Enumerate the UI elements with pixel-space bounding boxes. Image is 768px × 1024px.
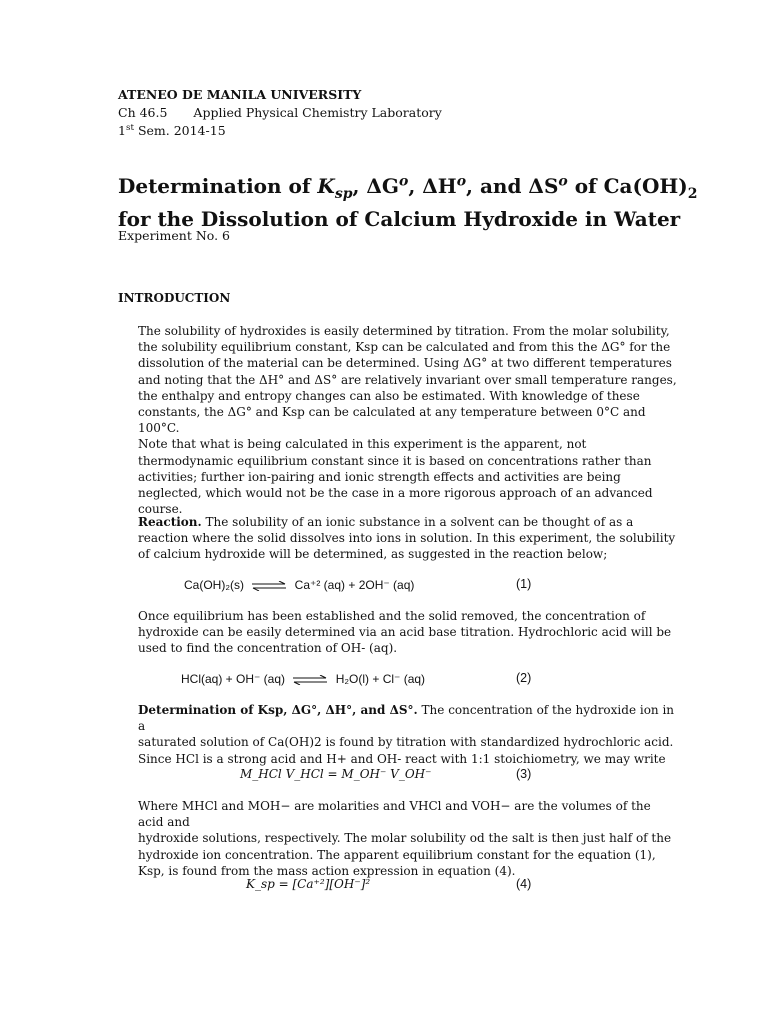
equation-1-number: (1) [516,577,532,591]
title-line-1: Determination of $K_{sp}$, $\Delta G^o$, $\Delta H^o$, and $\Delta S^o$ of $Ca(OH)_2$ [118,173,698,202]
document-title [118,170,697,236]
course-name: Applied Physical Chemistry Laboratory [193,105,442,120]
reaction-paragraph: Reaction. The solubility of an ionic substance in a solvent can be thought of as a reaction where the solid dissolves into ions in solution. In this experiment, the solubility of calcium hydroxide will be determined, as suggested in the reaction below; [138,515,676,562]
equation-3-number: (3) [516,767,532,781]
equation-3: M_HCl V_HCl = M_OH⁻ V_OH⁻ [240,767,432,781]
equation-2: HCl(aq) + OH⁻ (aq) H₂O(l) + Cl⁻ (aq) [181,672,426,686]
title-line-2: for the Dissolution of Calcium Hydroxide in Water [118,207,681,231]
where-paragraph: Where MHCl and MOH− are molarities and VHCl and VOH− are the volumes of the acid and hydroxide solutions, respectively. The molar solubility od the salt is then just half of the hydroxide ion concentration. The apparent equilibrium constant for the equation (1), Ksp, is found from the mass action expression in equation (4). [138,799,672,878]
intro-paragraph: The solubility of hydroxides is easily determined by titration. From the molar solubility, the solubility equilibrium constant, Ksp can be calculated and from this the ΔG° for the dissolution of the material can be determined. Using ΔG° at two different temperatures and noting that the ΔH° and ΔS° are relatively invariant over small temperature ranges, the enthalpy and entropy changes can also be estimated. With knowledge of these constants, the ΔG° and Ksp can be calculated at any temperature between 0°C and 100°C. Note that what is being calculated in this experiment is the apparent, not thermodynamic equilibrium constant since it is based on concentrations rather than activities; further ion-pairing and ionic strength effects and activities are being neglected, which would not be the case in a more rigorous approach of an advanced course. [138,324,677,517]
course-line [118,104,442,122]
titration-paragraph: Once equilibrium has been established and the solid removed, the concentration of hydroxide can be easily determined via an acid base titration. Hydrochloric acid will be used to find the concentration of OH- (aq). [138,609,672,656]
section-introduction: INTRODUCTION [118,291,231,305]
equation-4: K_sp = [Ca⁺²][OH⁻]² [246,877,371,891]
equation-2-number: (2) [516,671,532,685]
reaction-heading: Reaction. [138,515,202,529]
determination-paragraph: Determination of Ksp, ΔG°, ΔH°, and ΔS°. The concentration of the hydroxide ion in a saturated solution of Ca(OH)2 is found by titration with standardized hydrochloric acid. Since HCl is a strong acid and H+ and OH- react with 1:1 stoichiometry, we may write [138,703,675,766]
university-name: ATENEO DE MANILA UNIVERSITY [118,87,362,102]
equation-4-number: (4) [516,877,532,891]
course-code: Ch 46.5 [118,105,168,120]
equation-1: Ca(OH)₂(s) Ca⁺² (aq) + 2OH⁻ (aq) [184,578,415,592]
semester-line: 1st Sem. 2014-15 [118,122,226,138]
determination-heading: Determination of Ksp, ΔG°, ΔH°, and ΔS°. [138,703,418,717]
experiment-number: Experiment No. 6 [118,228,230,243]
equilibrium-arrow-icon [292,675,328,685]
equilibrium-arrow-icon [251,581,287,591]
